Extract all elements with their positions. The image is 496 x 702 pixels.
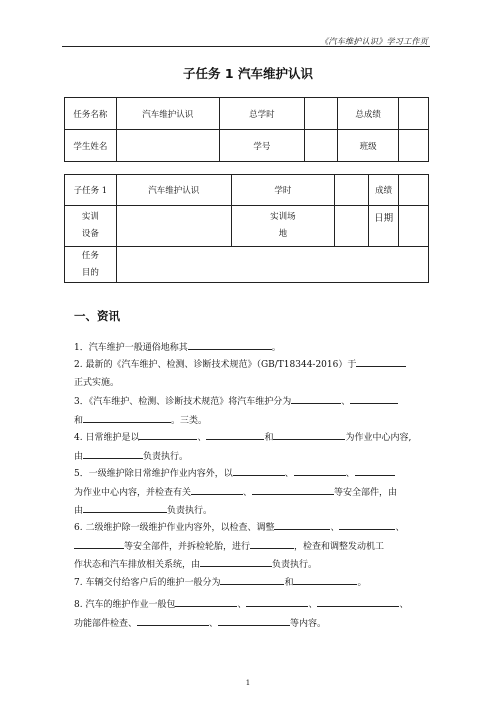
q5-text-end: 负责执行。 — [167, 506, 213, 516]
header-rule — [62, 46, 430, 47]
section-heading: 一、资讯 — [74, 309, 120, 323]
answer-blank[interactable] — [83, 448, 143, 459]
score-label: 成绩 — [369, 175, 399, 206]
q7-text-end: 。 — [357, 578, 367, 588]
answer-blank[interactable] — [355, 465, 395, 476]
class-value[interactable] — [399, 130, 429, 162]
q5-sep: 、 — [284, 469, 294, 479]
table-row — [65, 206, 429, 247]
q5-text: 5．一级维护除日常维护作业内容外，以 — [74, 469, 233, 479]
hours-value[interactable] — [335, 175, 369, 206]
table-row — [65, 98, 429, 130]
answer-blank[interactable] — [294, 465, 346, 476]
total-hours-value[interactable] — [305, 98, 338, 130]
answer-blank[interactable] — [218, 615, 290, 626]
question-4 — [74, 429, 434, 466]
q8-sep: 、 — [399, 600, 409, 610]
q6-sep: 、 — [330, 523, 340, 533]
table-row — [65, 175, 429, 206]
task-name-value[interactable]: 汽车维护认识 — [116, 98, 219, 130]
q1-text-end: 。 — [271, 343, 281, 353]
venue-label — [231, 206, 335, 247]
task-name-label: 任务名称 — [65, 98, 117, 130]
q1-text: 1．汽车维护一般通俗地称其 — [74, 343, 188, 353]
answer-blank[interactable] — [252, 484, 334, 495]
table-row — [65, 130, 429, 162]
question-1 — [74, 339, 434, 358]
student-id-value[interactable] — [305, 130, 338, 162]
q8-text-end: 等内容。 — [290, 618, 327, 629]
purpose-label — [65, 247, 117, 283]
q6-text-line3: 作状态和汽车排放相关系统，由 — [74, 560, 201, 570]
answer-blank[interactable] — [139, 429, 197, 440]
question-2 — [74, 356, 434, 392]
q6-text: 6. 二级维护除一级维护作业内容外，以检查、调整 — [74, 523, 275, 533]
q8-sep: 、 — [209, 618, 219, 629]
q3-text-line2: 和 — [74, 415, 84, 426]
page-title: 子任务 1 汽车维护认识 — [183, 66, 313, 81]
hours-label: 学时 — [231, 175, 335, 206]
q6-sep: 、 — [395, 523, 405, 533]
answer-blank[interactable] — [350, 393, 398, 404]
purpose-label-line1: 任务 — [81, 250, 99, 261]
question-3 — [74, 393, 434, 430]
q8-text-line2: 功能部件检查、 — [74, 618, 138, 629]
student-name-value[interactable] — [116, 130, 219, 162]
class-label: 班级 — [338, 130, 399, 162]
equipment-value[interactable] — [116, 206, 231, 247]
q3-text: 3．《汽车维护、检测、诊断技术规范》将汽车维护分为 — [74, 397, 292, 407]
answer-blank[interactable] — [74, 538, 124, 549]
q4-sep: 、 — [197, 433, 207, 443]
answer-blank[interactable] — [137, 615, 209, 626]
subtask-value[interactable]: 汽车维护认识 — [116, 175, 231, 206]
answer-blank[interactable] — [274, 519, 330, 530]
page-number: 1 — [245, 679, 251, 687]
q8-text: 8. 汽车的维护作业一般包 — [74, 600, 176, 610]
subtask-table — [64, 174, 429, 283]
task-info-table — [64, 97, 429, 162]
venue-label-line2: 地 — [278, 229, 288, 239]
q6-text-line2: 等安全部件，并拆检轮胎，进行 — [124, 541, 251, 552]
total-score-label: 总成绩 — [338, 98, 399, 130]
q7-text: 7. 车辆交付给客户后的维护一般分为 — [74, 578, 221, 588]
question-8 — [74, 596, 434, 633]
q7-sep: 和 — [284, 578, 294, 588]
subtask-label: 子任务 1 — [65, 175, 117, 206]
running-header: 《汽车维护认识》学习工作页 — [320, 37, 428, 46]
answer-blank[interactable] — [250, 538, 294, 549]
question-6 — [74, 519, 434, 575]
answer-blank[interactable] — [291, 393, 341, 404]
date-value[interactable] — [399, 206, 429, 247]
answer-blank[interactable] — [356, 356, 406, 367]
q5-text-line2: 为作业中心内容，并检查有关 — [74, 487, 192, 498]
question-5 — [74, 465, 434, 521]
score-value[interactable] — [399, 175, 429, 206]
q2-text-line2: 正式实施。 — [74, 377, 120, 388]
q8-sep: 、 — [237, 600, 247, 610]
q5-text-line3: 由 — [74, 506, 84, 516]
q4-text-mid: 为作业中心内容, — [345, 433, 412, 443]
q6-text-mid: ，检查和调整发动机工 — [294, 541, 385, 552]
equipment-label-line2: 设备 — [81, 229, 99, 239]
equipment-label — [65, 206, 117, 247]
q6-text-end: 负责执行。 — [272, 560, 318, 570]
question-7 — [74, 574, 434, 593]
answer-blank[interactable] — [339, 519, 395, 530]
answer-blank[interactable] — [175, 596, 237, 607]
answer-blank[interactable] — [83, 412, 171, 423]
answer-blank[interactable] — [200, 556, 272, 567]
q4-text-end: 负责执行。 — [143, 451, 189, 462]
venue-value[interactable] — [335, 206, 369, 247]
total-score-value[interactable] — [399, 98, 429, 130]
answer-blank[interactable] — [293, 574, 357, 585]
q3-text-end: 。三类。 — [171, 415, 208, 426]
answer-blank[interactable] — [188, 339, 272, 350]
venue-label-line1: 实训场 — [270, 212, 296, 222]
answer-blank[interactable] — [233, 465, 285, 476]
q4-sep: 和 — [264, 433, 274, 443]
total-hours-label: 总学时 — [219, 98, 305, 130]
q5-sep: 、 — [243, 487, 253, 498]
purpose-value[interactable] — [116, 247, 428, 283]
answer-blank[interactable] — [317, 596, 399, 607]
date-label: 日期 — [369, 206, 399, 247]
answer-blank[interactable] — [220, 574, 284, 585]
answer-blank[interactable] — [83, 502, 167, 513]
q4-text-line2: 由 — [74, 451, 84, 462]
student-name-label: 学生姓名 — [65, 130, 117, 162]
answer-blank[interactable] — [246, 596, 308, 607]
q8-sep: 、 — [308, 600, 318, 610]
q5-text-mid: 等安全部件，由 — [334, 487, 398, 498]
answer-blank[interactable] — [206, 429, 264, 440]
table-row — [65, 247, 429, 283]
q4-text: 4. 日常维护是以 — [74, 433, 140, 443]
purpose-label-line2: 目的 — [81, 267, 99, 278]
answer-blank[interactable] — [191, 484, 243, 495]
student-id-label: 学号 — [219, 130, 305, 162]
q3-sep: 、 — [341, 397, 351, 407]
q5-sep: 、 — [345, 469, 355, 479]
answer-blank[interactable] — [273, 429, 345, 440]
q2-text: 2. 最新的《汽车维护、检测、诊断技术规范》（GB/T18344-2016）于 — [74, 360, 357, 370]
equipment-label-line1: 实训 — [81, 212, 99, 222]
